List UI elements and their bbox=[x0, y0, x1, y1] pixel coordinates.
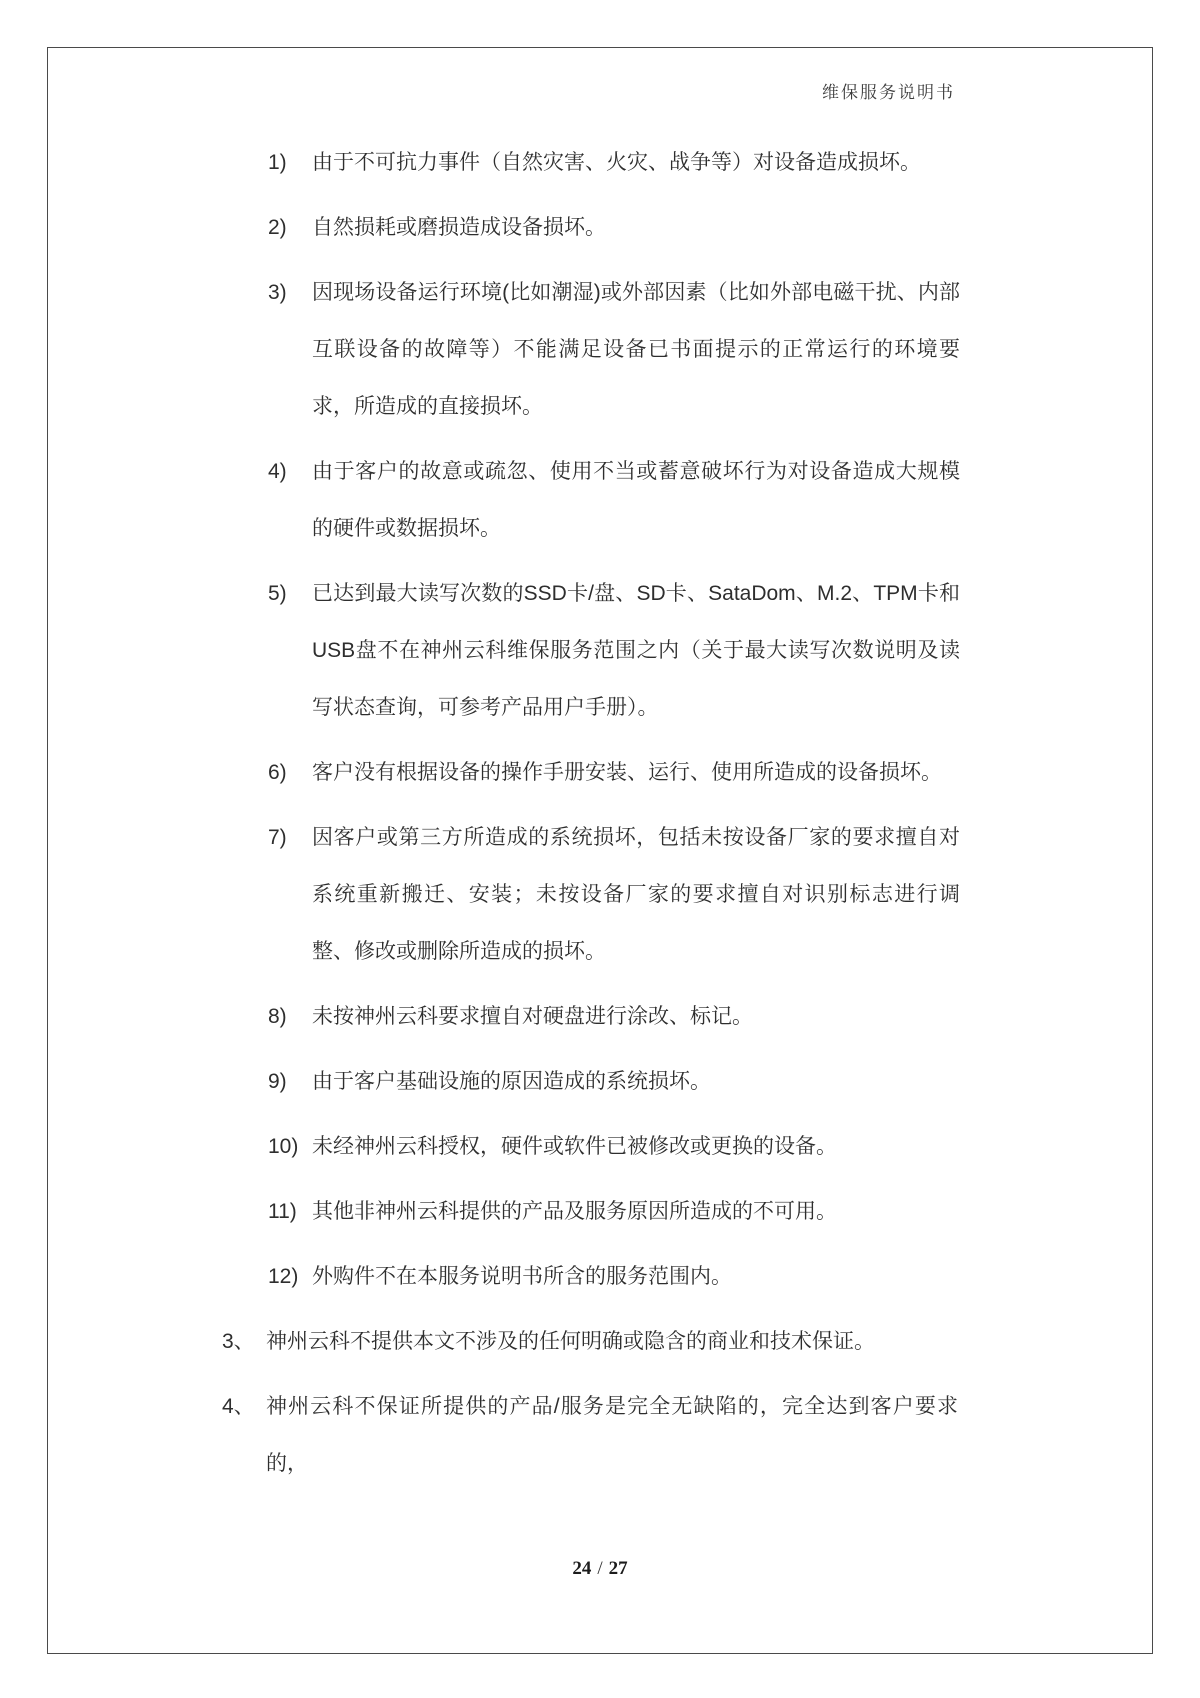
list-item-text: 由于不可抗力事件（自然灾害、火灾、战争等）对设备造成损坏。 bbox=[312, 151, 921, 174]
list-item bbox=[222, 1378, 1200, 1492]
header-title: 维保服务说明书 bbox=[822, 83, 955, 102]
list-item-number: 9) bbox=[268, 1070, 287, 1093]
list-item-number: 4、 bbox=[222, 1395, 255, 1418]
list-item-number: 12) bbox=[268, 1265, 299, 1288]
list-item-number: 1) bbox=[268, 151, 287, 174]
list-item-text: 自然损耗或磨损造成设备损坏。 bbox=[312, 216, 606, 239]
list-item-text: 神州云科不提供本文不涉及的任何明确或隐含的商业和技术保证。 bbox=[266, 1330, 875, 1353]
list-item-number: 10) bbox=[268, 1135, 299, 1158]
list-item bbox=[268, 565, 1200, 736]
list-item bbox=[268, 988, 1200, 1045]
document-body bbox=[0, 134, 1200, 1500]
list-item-text: 由于客户基础设施的原因造成的系统损坏。 bbox=[312, 1070, 711, 1093]
current-page-number: 24 bbox=[572, 1558, 592, 1579]
list-item-text: 神州云科不保证所提供的产品/服务是完全无缺陷的，完全达到客户要求的， bbox=[266, 1395, 958, 1475]
list-item bbox=[222, 1313, 1200, 1370]
list-item bbox=[268, 1183, 1200, 1240]
list-item-number: 3) bbox=[268, 281, 287, 304]
page-footer bbox=[0, 1558, 1200, 1580]
page-separator: / bbox=[597, 1558, 603, 1579]
list-item-text: 未经神州云科授权，硬件或软件已被修改或更换的设备。 bbox=[312, 1135, 837, 1158]
list-item bbox=[268, 443, 1200, 557]
list-item-text: 客户没有根据设备的操作手册安装、运行、使用所造成的设备损坏。 bbox=[312, 761, 942, 784]
list-item-number: 8) bbox=[268, 1005, 287, 1028]
list-item bbox=[268, 199, 1200, 256]
list-item bbox=[268, 1118, 1200, 1175]
list-item-text: 未按神州云科要求擅自对硬盘进行涂改、标记。 bbox=[312, 1005, 753, 1028]
list-item-text: 因客户或第三方所造成的系统损坏，包括未按设备厂家的要求擅自对系统重新搬迁、安装；未按设备厂家的要求擅自对识别标志进行调整、修改或删除所造成的损坏。 bbox=[312, 826, 960, 963]
list-item-number: 11) bbox=[268, 1200, 297, 1223]
list-item bbox=[268, 264, 1200, 435]
list-item-number: 3、 bbox=[222, 1330, 255, 1353]
list-item-number: 7) bbox=[268, 826, 287, 849]
page-header bbox=[822, 78, 955, 103]
list-item-text: 其他非神州云科提供的产品及服务原因所造成的不可用。 bbox=[312, 1200, 837, 1223]
list-item-text: 由于客户的故意或疏忽、使用不当或蓄意破坏行为对设备造成大规模的硬件或数据损坏。 bbox=[312, 460, 960, 540]
list-item bbox=[268, 744, 1200, 801]
list-item-number: 6) bbox=[268, 761, 287, 784]
list-item-number: 2) bbox=[268, 216, 287, 239]
list-item bbox=[268, 809, 1200, 980]
list-item-number: 5) bbox=[268, 582, 287, 605]
list-item-text: 已达到最大读写次数的SSD卡/盘、SD卡、SataDom、M.2、TPM卡和USB盘不在神州云科维保服务范围之内（关于最大读写次数说明及读写状态查询，可参考产品用户手册）。 bbox=[312, 582, 960, 719]
list-item bbox=[268, 134, 1200, 191]
total-page-count: 27 bbox=[608, 1558, 628, 1579]
list-item bbox=[268, 1248, 1200, 1305]
list-item-text: 因现场设备运行环境(比如潮湿)或外部因素（比如外部电磁干扰、内部互联设备的故障等）不能满足设备已书面提示的正常运行的环境要求，所造成的直接损坏。 bbox=[312, 281, 960, 418]
list-item-number: 4) bbox=[268, 460, 287, 483]
list-item-text: 外购件不在本服务说明书所含的服务范围内。 bbox=[312, 1265, 732, 1288]
list-item bbox=[268, 1053, 1200, 1110]
